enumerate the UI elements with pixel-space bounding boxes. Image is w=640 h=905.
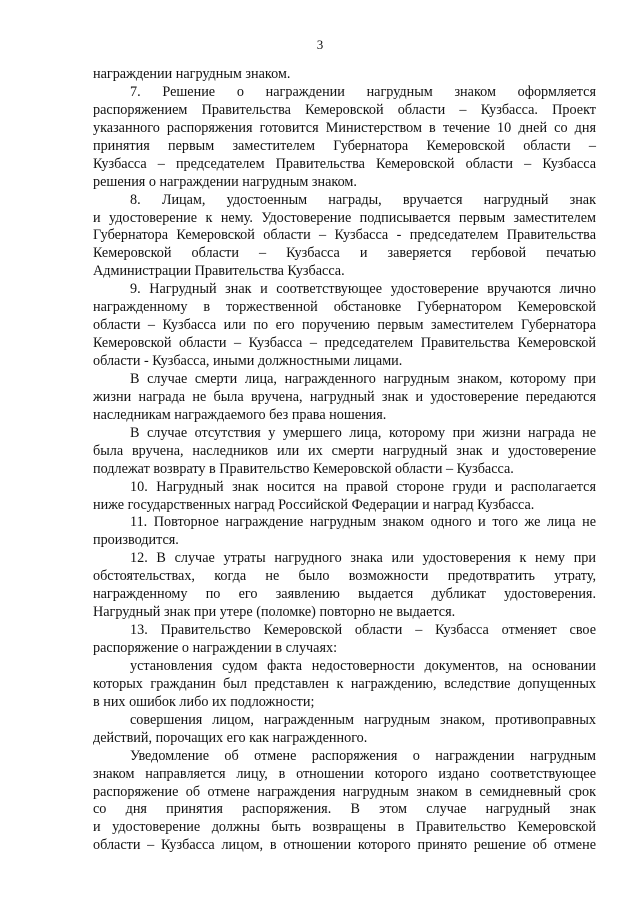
- text-line: принятия первым заместителем Губернатора Кемеровской области –: [93, 137, 596, 154]
- text-line: распоряжением Правительства Кемеровской области – Кузбасса. Проект: [93, 101, 596, 118]
- text-line: 7. Решение о награждении нагрудным знаком оформляется: [130, 83, 596, 100]
- text-line: решения о награждении нагрудным знаком.: [93, 173, 357, 190]
- text-line: Губернатора Кемеровской области – Кузбасса - председателем Правительства: [93, 227, 596, 244]
- text-line: Кемеровской области – Кузбасса и заверяется гербовой печатью: [93, 245, 596, 262]
- text-line: награжденному по его заявлению выдается дубликат удостоверения.: [93, 586, 596, 603]
- text-line: В случае смерти лица, награжденного нагрудным знаком, которому при: [130, 370, 596, 387]
- text-line: знаком направляется лицу, в отношении которого издано соответствующее: [93, 765, 596, 782]
- text-line: и удостоверение к нему. Удостоверение подписывается первым заместителем: [93, 209, 596, 226]
- text-line: со дня принятия распоряжения. В этом случае нагрудный знак: [93, 801, 596, 818]
- text-line: 13. Правительство Кемеровской области – Кузбасса отменяет свое: [130, 622, 596, 639]
- text-line: совершения лицом, награжденным нагрудным знаком, противоправных: [130, 711, 596, 728]
- text-line: подлежат возврату в Правительство Кемеровской области – Кузбасса.: [93, 460, 514, 477]
- text-line: 11. Повторное награждение нагрудным знаком одного и того же лица не: [130, 514, 596, 531]
- text-line: 12. В случае утраты нагрудного знака или удостоверения к нему при: [130, 550, 596, 567]
- document-body: [93, 66, 596, 855]
- text-line: обстоятельствах, когда не было возможности предотвратить утрату,: [93, 568, 596, 585]
- text-line: 9. Нагрудный знак и соответствующее удостоверение вручаются лично: [130, 281, 596, 298]
- text-line: Нагрудный знак при утере (поломке) повторно не выдается.: [93, 604, 456, 621]
- text-line: области – Кузбасса лицом, в отношении которого принято решение об отмене: [93, 837, 596, 854]
- text-line: была вручена, наследников или их смерти нагрудный знак и удостоверение: [93, 442, 596, 459]
- text-line: распоряжение об отмене награждения нагрудным знаком в семидневный срок: [93, 783, 596, 800]
- text-line: Кузбасса – председателем Правительства Кемеровской области – Кузбасса: [93, 155, 596, 172]
- text-line: награждении нагрудным знаком.: [93, 66, 291, 82]
- text-line: жизни награда не была вручена, нагрудный знак и удостоверение передаются: [93, 388, 596, 405]
- text-line: В случае отсутствия у умершего лица, которому при жизни награда не: [130, 424, 596, 441]
- text-line: в них ошибок либо их подложности;: [93, 693, 315, 710]
- text-line: области – Кузбасса или по его поручению первым заместителем Губернатора: [93, 317, 596, 334]
- text-line: Администрации Правительства Кузбасса.: [93, 263, 345, 280]
- text-line: которых гражданин был представлен к награждению, вследствие допущенных: [93, 675, 596, 692]
- text-line: области - Кузбасса, иными должностными лицами.: [93, 353, 403, 369]
- text-line: распоряжение о награждении в случаях:: [93, 640, 338, 656]
- text-line: действий, порочащих его как награжденного.: [93, 729, 368, 746]
- text-line: указанного распоряжения готовится Министерством в течение 10 дней со дня: [93, 119, 596, 136]
- text-line: наследникам награждаемого без права ношения.: [93, 406, 387, 423]
- text-line: производится.: [93, 532, 179, 549]
- text-line: и удостоверение должны быть возвращены в Правительство Кемеровской: [93, 819, 596, 836]
- text-line: Кемеровской области – Кузбасса – председателем Правительства Кемеровской: [93, 335, 596, 352]
- text-line: 10. Нагрудный знак носится на правой стороне груди и располагается: [130, 478, 596, 495]
- text-line: Уведомление об отмене распоряжения о награждении нагрудным: [130, 747, 596, 764]
- text-line: 8. Лицам, удостоенным награды, вручается нагрудный знак: [130, 191, 596, 208]
- text-line: награжденному в торжественной обстановке Губернатором Кемеровской: [93, 299, 596, 316]
- text-line: установления судом факта недостоверности документов, на основании: [130, 657, 596, 674]
- text-line: ниже государственных наград Российской Федерации и наград Кузбасса.: [93, 496, 535, 513]
- page-number: 3: [316, 37, 324, 52]
